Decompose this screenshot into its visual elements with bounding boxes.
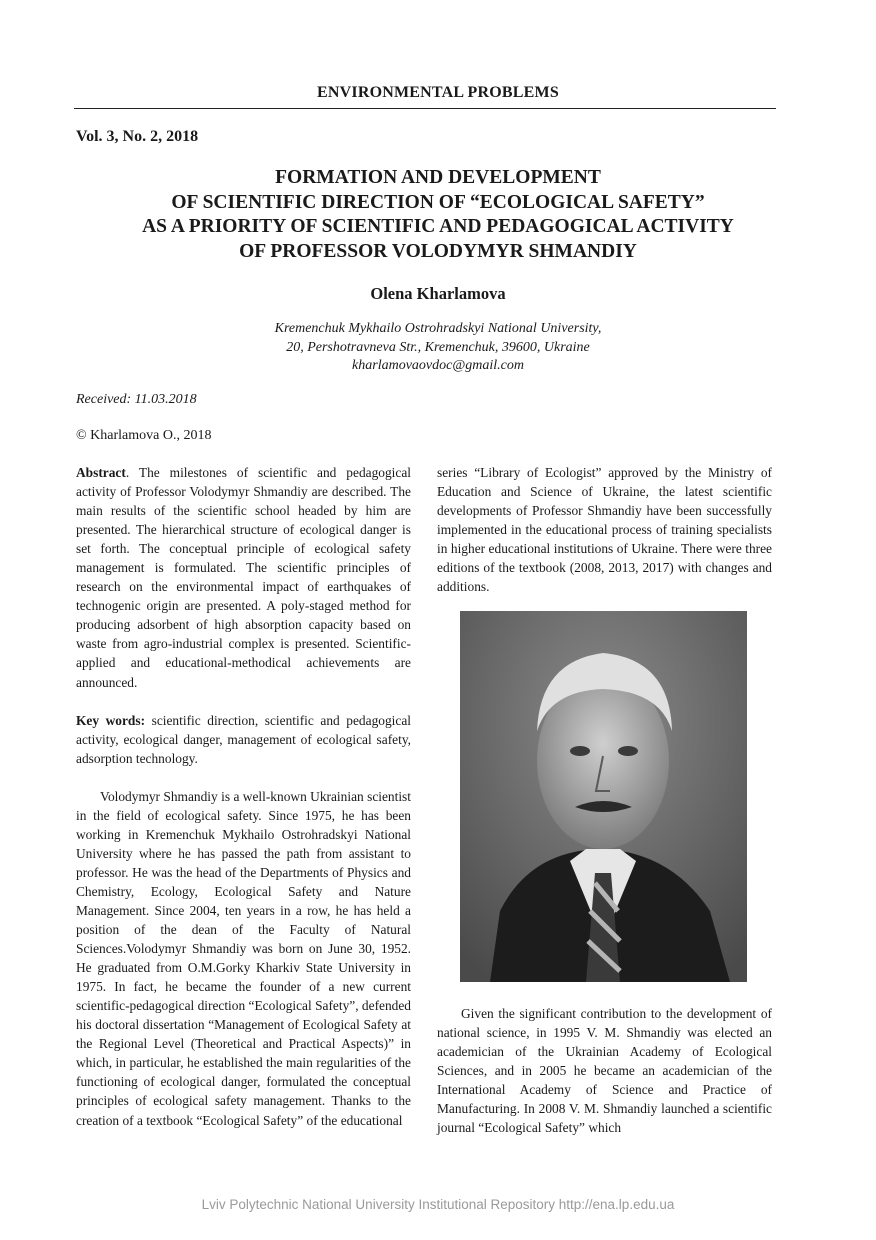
author-name: Olena Kharlamova bbox=[370, 284, 506, 303]
right-column-bottom bbox=[437, 1004, 772, 1137]
abstract-text: . The milestones of scientific and pedagogical activity of Professor Volodymyr Shmandiy are described. The main results of the scientific school headed by him are presented. The hierarchical structure of ecological danger is set forth. The conceptual principle of ecological safety management is formulated. The scientific principles of research on the environmental impact of earthquakes of technogenic origin are presented. A poly-staged method for producing adsorbent of high absorption capacity based on waste from agro-industrial complex is presented. Scientific-applied and educational-methodical achievements are announced. bbox=[76, 465, 411, 690]
copyright-line: © Kharlamova O., 2018 bbox=[76, 428, 212, 443]
right-column-top bbox=[437, 463, 772, 596]
article-title bbox=[80, 166, 796, 264]
keywords-text: scientific direction, scientific and pedagogical activity, ecological danger, management of ecological safety, adsorption technology. bbox=[76, 712, 411, 766]
keywords-label: Key words: bbox=[76, 712, 146, 728]
title-line: FORMATION AND DEVELOPMENT bbox=[275, 167, 601, 188]
body-paragraph: series “Library of Ecologist” approved by the Ministry of Education and Science of Ukraine, the latest scientific developments of Professor Shmandiy have been successfully implemented in the educational process of training specialists in higher educational institutions of Ukraine. There were three editions of the textbook (2008, 2013, 2017) with changes and additions. bbox=[437, 465, 772, 595]
affiliation-line: 20, Pershotravneva Str., Kremenchuk, 39600, Ukraine bbox=[286, 339, 590, 355]
portrait-photo bbox=[460, 611, 747, 982]
affiliation bbox=[0, 320, 876, 376]
author-email[interactable]: kharlamovaovdoc@gmail.com bbox=[352, 358, 524, 373]
header-rule bbox=[74, 108, 776, 109]
repository-footer: Lviv Polytechnic National University Institutional Repository http://ena.lp.edu.ua bbox=[201, 1197, 675, 1212]
affiliation-line: Kremenchuk Mykhailo Ostrohradskyi National University, bbox=[274, 321, 602, 336]
left-column bbox=[76, 463, 411, 1130]
title-line: OF PROFESSOR VOLODYMYR SHMANDIY bbox=[239, 240, 637, 262]
received-date: Received: 11.03.2018 bbox=[76, 392, 197, 407]
body-paragraph: Volodymyr Shmandiy is a well-known Ukrainian scientist in the field of ecological safety. Since 1975, he has been working in Kremenchuk Mykhailo Ostrohradskyi National University where he has passed the path from assistant to professor. He was the head of the Departments of Physics and Chemistry, Ecology, Ecological Safety and Nature Management. Since 2004, ten years in a row, he has held a position of the dean of the Faculty of Natural Sciences.Volodymyr Shmandiy was born on June 30, 1952. He graduated from O.M.Gorky Kharkiv State University in 1975. In fact, he became the founder of a new current scientific-pedagogical direction “Ecological Safety”, defended his doctoral dissertation “Management of Ecological Safety at the Regional Level (Theoretical and Practical Aspects)” in which, in particular, he established the main regularities of the functioning of ecological danger, formulated the conceptual principles of ecological safety management. Thanks to the creation of a textbook “Ecological Safety” of the educational bbox=[76, 788, 411, 1128]
volume-info: Vol. 3, No. 2, 2018 bbox=[76, 128, 199, 145]
body-paragraph: Given the significant contribution to the development of national science, in 1995 V. M. Shmandiy was elected an academician of the Ukrainian Academy of Ecological Sciences, and in 2005 he became an academician of the International Academy of Science and Practice of Manufacturing. In 2008 V. M. Shmandiy launched a scientific journal “Ecological Safety” which bbox=[437, 1006, 772, 1136]
title-line: OF SCIENTIFIC DIRECTION OF “ECOLOGICAL SAFETY” bbox=[171, 191, 705, 213]
title-line: AS A PRIORITY OF SCIENTIFIC AND PEDAGOGICAL ACTIVITY bbox=[142, 216, 734, 237]
keywords-paragraph bbox=[76, 711, 411, 768]
abstract-paragraph bbox=[76, 463, 411, 692]
abstract-label: Abstract bbox=[76, 465, 126, 480]
journal-name: ENVIRONMENTAL PROBLEMS bbox=[317, 84, 559, 101]
